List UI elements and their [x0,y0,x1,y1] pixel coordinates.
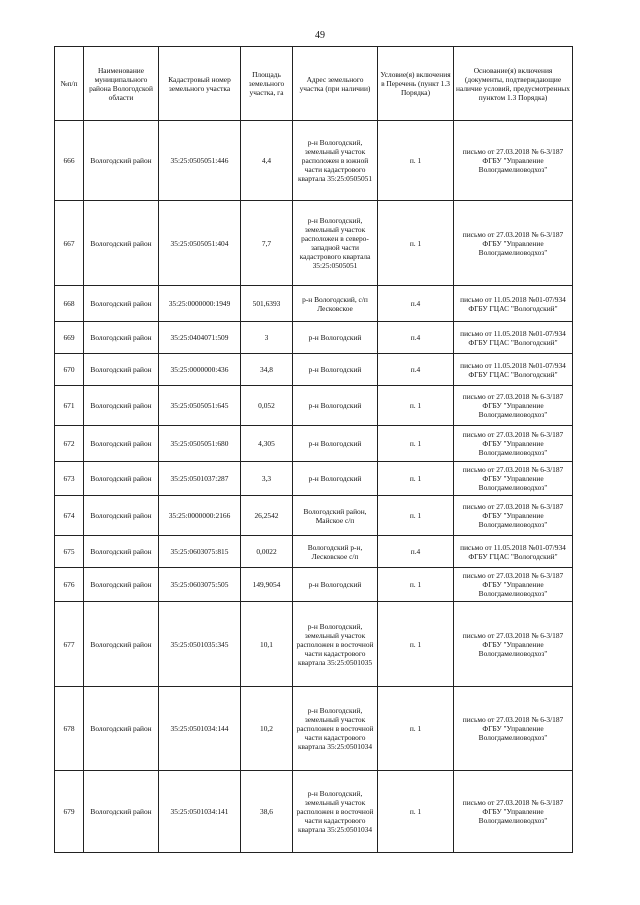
cell-district: Вологодский район [84,462,159,496]
cell-district: Вологодский район [84,201,159,286]
cell-area: 149,9054 [241,568,293,602]
cell-address: Вологодский р-н, Лесковское с/п [293,536,378,568]
cell-address: р-н Вологодский, с/п Лесковское [293,286,378,322]
cell-area: 34,8 [241,354,293,386]
table-row [55,496,573,536]
table-row [55,568,573,602]
cell-condition: п.4 [378,536,454,568]
cell-condition: п. 1 [378,687,454,771]
cell-address: р-н Вологодский [293,322,378,354]
cell-district: Вологодский район [84,354,159,386]
table-row [55,687,573,771]
cell-district: Вологодский район [84,286,159,322]
cell-condition: п. 1 [378,496,454,536]
cell-area: 7,7 [241,201,293,286]
cell-basis: письмо от 27.03.2018 № 6-3/187 ФГБУ "Управление Вологдамелиоводхоз" [454,568,573,602]
cell-num: 678 [55,687,84,771]
cell-area: 10,2 [241,687,293,771]
cell-basis: письмо от 27.03.2018 № 6-3/187 ФГБУ "Управление Вологдамелиоводхоз" [454,602,573,687]
header-address: Адрес земельного участка (при наличии) [293,47,378,121]
table-row [55,121,573,201]
cell-district: Вологодский район [84,496,159,536]
cell-num: 679 [55,771,84,853]
cell-address: р-н Вологодский, земельный участок расположен в восточной части кадастрового квартала 35:25:0501035 [293,602,378,687]
cell-cadastral: 35:25:0501035:345 [159,602,241,687]
cell-basis: письмо от 27.03.2018 № 6-3/187 ФГБУ "Управление Вологдамелиоводхоз" [454,201,573,286]
cell-district: Вологодский район [84,121,159,201]
cell-area: 3 [241,322,293,354]
cell-address: р-н Вологодский, земельный участок расположен в северо-западной части кадастрового квартала 35:25:0505051 [293,201,378,286]
cell-basis: письмо от 11.05.2018 №01-07/934 ФГБУ ГЦАС "Вологодский" [454,322,573,354]
land-plot-table [54,46,573,853]
table-row [55,771,573,853]
cell-num: 670 [55,354,84,386]
cell-cadastral: 35:25:0603075:815 [159,536,241,568]
table-row [55,536,573,568]
cell-condition: п. 1 [378,201,454,286]
cell-num: 676 [55,568,84,602]
cell-cadastral: 35:25:0501037:287 [159,462,241,496]
cell-district: Вологодский район [84,602,159,687]
cell-cadastral: 35:25:0501034:141 [159,771,241,853]
cell-condition: п. 1 [378,462,454,496]
cell-address: р-н Вологодский [293,354,378,386]
header-district: Наименование муниципального района Вологодской области [84,47,159,121]
cell-area: 26,2542 [241,496,293,536]
table-row [55,602,573,687]
cell-basis: письмо от 27.03.2018 № 6-3/187 ФГБУ "Управление Вологдамелиоводхоз" [454,496,573,536]
table-row [55,386,573,426]
cell-basis: письмо от 27.03.2018 № 6-3/187 ФГБУ "Управление Вологдамелиоводхоз" [454,426,573,462]
cell-num: 666 [55,121,84,201]
cell-address: р-н Вологодский, земельный участок расположен в восточной части кадастрового квартала 35:25:0501034 [293,687,378,771]
cell-district: Вологодский район [84,386,159,426]
table-row [55,322,573,354]
cell-condition: п. 1 [378,386,454,426]
cell-area: 4,305 [241,426,293,462]
cell-num: 669 [55,322,84,354]
cell-cadastral: 35:25:0000000:1949 [159,286,241,322]
header-cadastral: Кадастровый номер земельного участка [159,47,241,121]
cell-address: р-н Вологодский [293,568,378,602]
cell-address: р-н Вологодский [293,426,378,462]
cell-area: 501,6393 [241,286,293,322]
cell-cadastral: 35:25:0505051:645 [159,386,241,426]
cell-address: р-н Вологодский [293,462,378,496]
cell-basis: письмо от 27.03.2018 № 6-3/187 ФГБУ "Управление Вологдамелиоводхоз" [454,121,573,201]
cell-cadastral: 35:25:0603075:505 [159,568,241,602]
table-row [55,201,573,286]
cell-cadastral: 35:25:0000000:2166 [159,496,241,536]
cell-num: 668 [55,286,84,322]
cell-area: 0,052 [241,386,293,426]
cell-num: 677 [55,602,84,687]
cell-cadastral: 35:25:0404071:509 [159,322,241,354]
cell-num: 675 [55,536,84,568]
cell-condition: п.4 [378,322,454,354]
cell-basis: письмо от 27.03.2018 № 6-3/187 ФГБУ "Управление Вологдамелиоводхоз" [454,687,573,771]
cell-area: 3,3 [241,462,293,496]
cell-basis: письмо от 27.03.2018 № 6-3/187 ФГБУ "Управление Вологдамелиоводхоз" [454,462,573,496]
cell-district: Вологодский район [84,687,159,771]
header-condition: Условие(я) включения в Перечень (пункт 1.3 Порядка) [378,47,454,121]
cell-area: 0,0022 [241,536,293,568]
cell-district: Вологодский район [84,568,159,602]
cell-district: Вологодский район [84,426,159,462]
cell-basis: письмо от 11.05.2018 №01-07/934 ФГБУ ГЦАС "Вологодский" [454,286,573,322]
header-basis: Основание(я) включения (документы, подтверждающие наличие условий, предусмотренных пунктом 1.3 Порядка) [454,47,573,121]
cell-condition: п. 1 [378,426,454,462]
cell-condition: п. 1 [378,771,454,853]
cell-condition: п. 1 [378,602,454,687]
cell-district: Вологодский район [84,322,159,354]
header-num: №п/п [55,47,84,121]
cell-cadastral: 35:25:0000000:436 [159,354,241,386]
cell-address: р-н Вологодский, земельный участок расположен в восточной части кадастрового квартала 35:25:0501034 [293,771,378,853]
cell-basis: письмо от 27.03.2018 № 6-3/187 ФГБУ "Управление Вологдамелиоводхоз" [454,386,573,426]
cell-num: 673 [55,462,84,496]
table-row [55,462,573,496]
cell-num: 674 [55,496,84,536]
cell-area: 10,1 [241,602,293,687]
cell-basis: письмо от 11.05.2018 №01-07/934 ФГБУ ГЦАС "Вологодский" [454,536,573,568]
cell-condition: п. 1 [378,568,454,602]
cell-area: 4,4 [241,121,293,201]
cell-condition: п.4 [378,354,454,386]
cell-num: 667 [55,201,84,286]
table-row [55,286,573,322]
cell-basis: письмо от 11.05.2018 №01-07/934 ФГБУ ГЦАС "Вологодский" [454,354,573,386]
cell-cadastral: 35:25:0505051:446 [159,121,241,201]
header-area: Площадь земельного участка, га [241,47,293,121]
cell-num: 671 [55,386,84,426]
cell-district: Вологодский район [84,771,159,853]
cell-num: 672 [55,426,84,462]
table-row [55,426,573,462]
table-header-row [55,47,573,121]
cell-condition: п. 1 [378,121,454,201]
cell-district: Вологодский район [84,536,159,568]
cell-condition: п.4 [378,286,454,322]
cell-area: 38,6 [241,771,293,853]
cell-address: Вологодский район, Майское с/п [293,496,378,536]
page-number: 49 [315,30,325,41]
table-row [55,354,573,386]
cell-cadastral: 35:25:0505051:680 [159,426,241,462]
cell-address: р-н Вологодский [293,386,378,426]
cell-cadastral: 35:25:0505051:404 [159,201,241,286]
cell-cadastral: 35:25:0501034:144 [159,687,241,771]
cell-basis: письмо от 27.03.2018 № 6-3/187 ФГБУ "Управление Вологдамелиоводхоз" [454,771,573,853]
cell-address: р-н Вологодский, земельный участок расположен в южной части кадастрового квартала 35:25:0505051 [293,121,378,201]
